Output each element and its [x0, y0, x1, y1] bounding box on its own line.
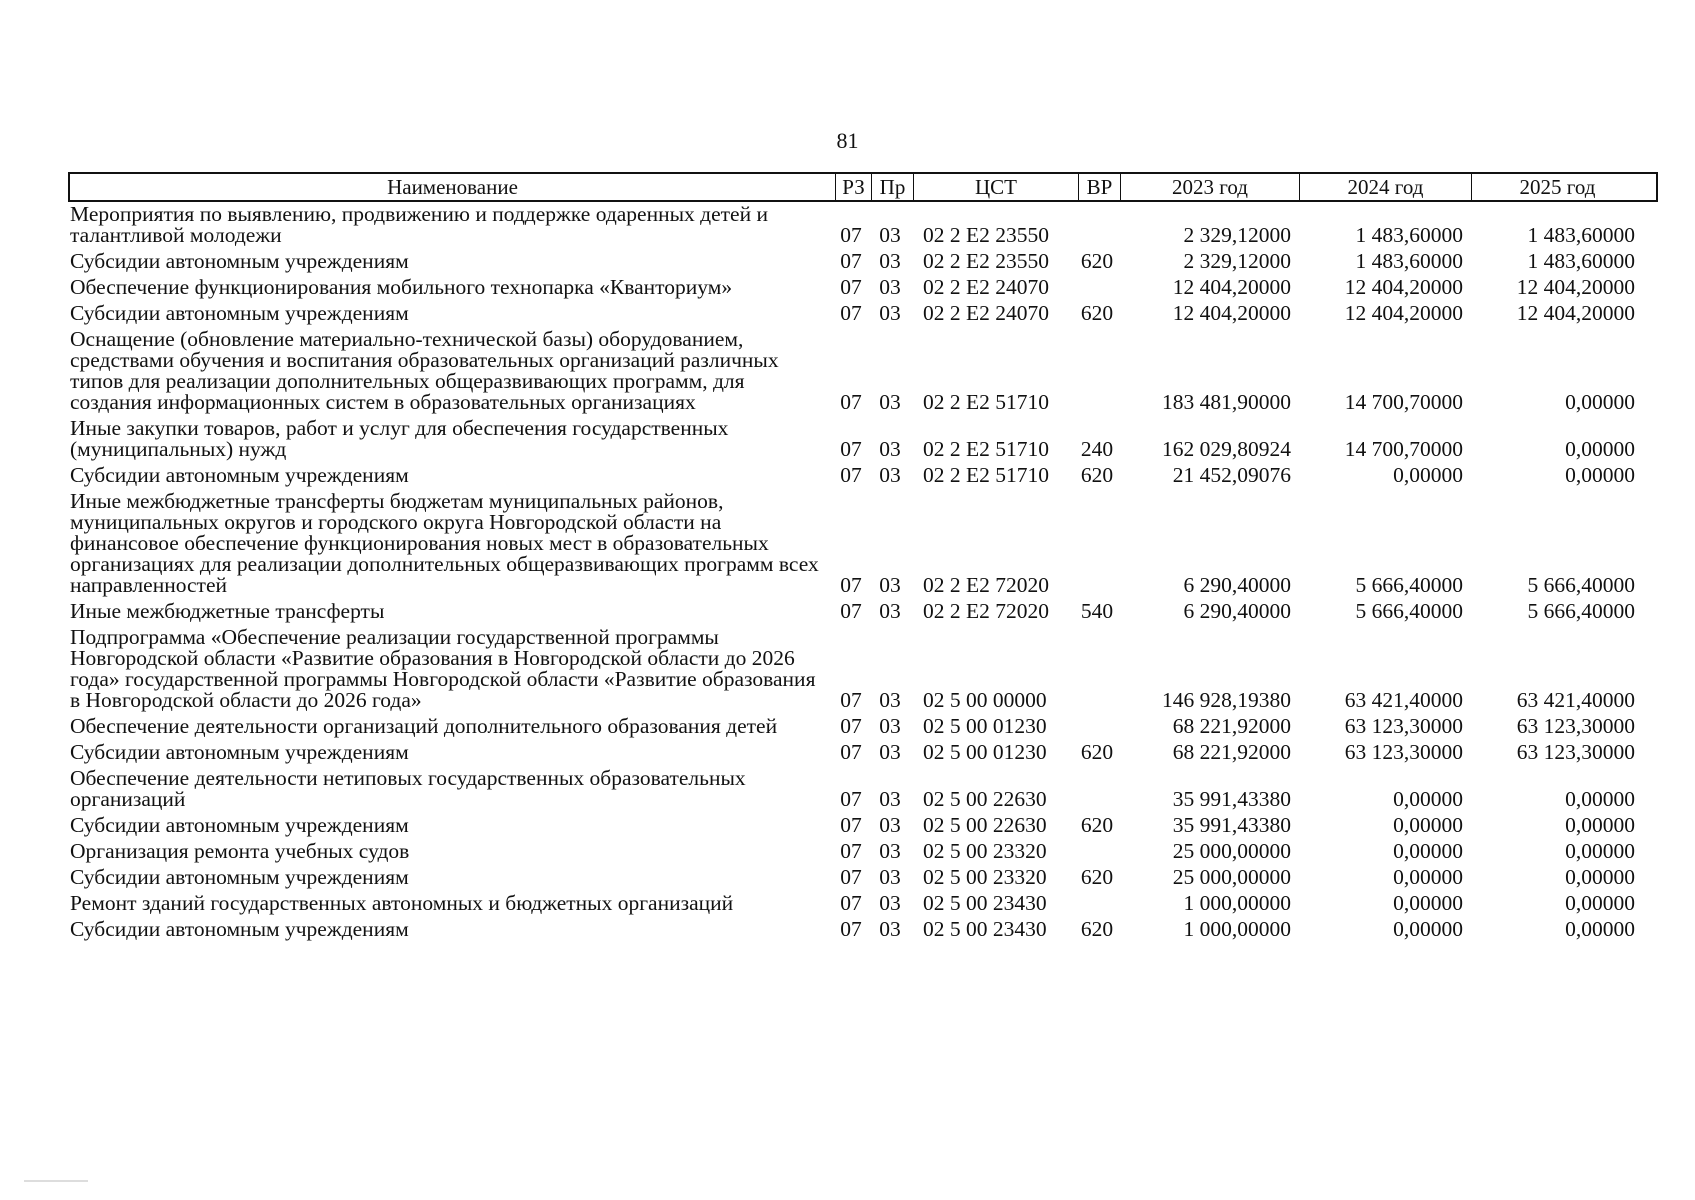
table-row — [68, 815, 1658, 836]
cell-pr: 03 — [879, 714, 901, 738]
header-vr: ВР — [1078, 174, 1120, 200]
cell-cst: 02 5 00 23430 — [923, 917, 1047, 941]
cell-name: Субсидии автономным учреждениям — [70, 865, 409, 889]
cell-name: Оснащение (обновление материально-технической базы) оборудованием, средствами обучения и воспитания образовательных организаций различных типов для реализации дополнительных общеразвивающих программ, для создания информационных систем в образовательных организациях — [70, 327, 779, 414]
cell-vr: 540 — [1080, 599, 1114, 623]
cell-2025: 0,00000 — [1565, 865, 1635, 889]
cell-pr: 03 — [879, 249, 901, 273]
cell-name: Субсидии автономным учреждениям — [70, 301, 409, 325]
cell-pr: 03 — [879, 390, 901, 414]
table-row — [68, 742, 1658, 763]
cell-2025: 1 483,60000 — [1527, 223, 1635, 247]
cell-2024: 12 404,20000 — [1344, 275, 1463, 299]
cell-2024: 0,00000 — [1393, 917, 1463, 941]
table-row — [68, 841, 1658, 862]
scan-mark — [24, 1180, 88, 1182]
cell-name: Субсидии автономным учреждениям — [70, 740, 409, 764]
cell-vr: 620 — [1080, 249, 1114, 273]
cell-name: Обеспечение функционирования мобильного технопарка «Кванториум» — [70, 275, 733, 299]
cell-2025: 1 483,60000 — [1527, 249, 1635, 273]
cell-vr: 620 — [1080, 917, 1114, 941]
cell-cst: 02 2 E2 51710 — [923, 463, 1050, 487]
table-body — [68, 202, 1658, 940]
cell-rz: 07 — [840, 839, 862, 863]
header-2023: 2023 год — [1120, 174, 1299, 200]
header-rz: РЗ — [835, 174, 871, 200]
cell-2025: 12 404,20000 — [1516, 275, 1635, 299]
cell-rz: 07 — [840, 390, 862, 414]
table-header — [68, 172, 1658, 202]
table-row — [68, 491, 1658, 596]
cell-2025: 12 404,20000 — [1516, 301, 1635, 325]
cell-pr: 03 — [879, 223, 901, 247]
cell-2024: 63 123,30000 — [1344, 740, 1463, 764]
cell-2024: 63 421,40000 — [1344, 688, 1463, 712]
cell-2024: 5 666,40000 — [1355, 599, 1463, 623]
table-row — [68, 601, 1658, 622]
cell-2023: 25 000,00000 — [1172, 839, 1291, 863]
cell-cst: 02 5 00 22630 — [923, 813, 1047, 837]
cell-cst: 02 2 E2 23550 — [923, 223, 1050, 247]
cell-2023: 35 991,43380 — [1172, 787, 1291, 811]
cell-name: Мероприятия по выявлению, продвижению и поддержке одаренных детей и талантливой молодежи — [70, 202, 768, 247]
cell-2025: 0,00000 — [1565, 839, 1635, 863]
table-row — [68, 329, 1658, 413]
cell-pr: 03 — [879, 437, 901, 461]
table-row — [68, 768, 1658, 810]
cell-2023: 25 000,00000 — [1172, 865, 1291, 889]
cell-2023: 2 329,12000 — [1183, 223, 1291, 247]
cell-2023: 183 481,90000 — [1162, 390, 1291, 414]
cell-pr: 03 — [879, 787, 901, 811]
cell-pr: 03 — [879, 891, 901, 915]
cell-vr: 620 — [1080, 813, 1114, 837]
cell-cst: 02 5 00 23320 — [923, 865, 1047, 889]
cell-2023: 12 404,20000 — [1172, 275, 1291, 299]
cell-2025: 5 666,40000 — [1527, 573, 1635, 597]
cell-pr: 03 — [879, 839, 901, 863]
cell-vr: 620 — [1080, 740, 1114, 764]
cell-2025: 63 123,30000 — [1516, 740, 1635, 764]
cell-rz: 07 — [840, 437, 862, 461]
cell-cst: 02 5 00 22630 — [923, 787, 1047, 811]
cell-2023: 1 000,00000 — [1183, 917, 1291, 941]
cell-pr: 03 — [879, 865, 901, 889]
cell-cst: 02 5 00 01230 — [923, 714, 1047, 738]
cell-pr: 03 — [879, 463, 901, 487]
table-row — [68, 303, 1658, 324]
cell-name: Обеспечение деятельности организаций дополнительного образования детей — [70, 714, 778, 738]
cell-cst: 02 2 E2 72020 — [923, 599, 1050, 623]
cell-vr: 240 — [1080, 437, 1114, 461]
cell-2024: 0,00000 — [1393, 839, 1463, 863]
cell-2023: 146 928,19380 — [1162, 688, 1291, 712]
cell-pr: 03 — [879, 301, 901, 325]
cell-cst: 02 5 00 23430 — [923, 891, 1047, 915]
cell-rz: 07 — [840, 865, 862, 889]
cell-rz: 07 — [840, 688, 862, 712]
cell-cst: 02 2 E2 51710 — [923, 390, 1050, 414]
page-number: 81 — [836, 128, 859, 153]
cell-2025: 0,00000 — [1565, 917, 1635, 941]
cell-pr: 03 — [879, 688, 901, 712]
cell-2024: 0,00000 — [1393, 787, 1463, 811]
cell-2025: 5 666,40000 — [1527, 599, 1635, 623]
header-name: Наименование — [387, 174, 518, 199]
cell-name: Ремонт зданий государственных автономных и бюджетных организаций — [70, 891, 734, 915]
cell-2024: 63 123,30000 — [1344, 714, 1463, 738]
cell-2024: 14 700,70000 — [1344, 390, 1463, 414]
cell-vr: 620 — [1080, 301, 1114, 325]
cell-cst: 02 5 00 01230 — [923, 740, 1047, 764]
cell-2025: 0,00000 — [1565, 891, 1635, 915]
cell-2024: 1 483,60000 — [1355, 223, 1463, 247]
cell-2024: 0,00000 — [1393, 891, 1463, 915]
cell-2025: 63 421,40000 — [1516, 688, 1635, 712]
table-row — [68, 627, 1658, 711]
header-pr: Пр — [871, 174, 913, 200]
cell-2024: 0,00000 — [1393, 865, 1463, 889]
header-2024: 2024 год — [1299, 174, 1471, 200]
table-row — [68, 716, 1658, 737]
cell-rz: 07 — [840, 891, 862, 915]
cell-2023: 12 404,20000 — [1172, 301, 1291, 325]
table-row — [68, 277, 1658, 298]
cell-cst: 02 2 E2 51710 — [923, 437, 1050, 461]
table-row — [68, 867, 1658, 888]
cell-2023: 6 290,40000 — [1183, 573, 1291, 597]
cell-2025: 0,00000 — [1565, 813, 1635, 837]
cell-rz: 07 — [840, 714, 862, 738]
cell-name: Иные закупки товаров, работ и услуг для обеспечения государственных (муниципальных) нужд — [70, 416, 729, 461]
cell-2025: 0,00000 — [1565, 463, 1635, 487]
cell-pr: 03 — [879, 813, 901, 837]
cell-2023: 162 029,80924 — [1162, 437, 1291, 461]
cell-rz: 07 — [840, 223, 862, 247]
cell-pr: 03 — [879, 599, 901, 623]
cell-name: Субсидии автономным учреждениям — [70, 249, 409, 273]
cell-cst: 02 5 00 23320 — [923, 839, 1047, 863]
cell-name: Организация ремонта учебных судов — [70, 839, 410, 863]
budget-table — [68, 172, 1658, 945]
cell-2024: 12 404,20000 — [1344, 301, 1463, 325]
cell-2024: 14 700,70000 — [1344, 437, 1463, 461]
cell-rz: 07 — [840, 463, 862, 487]
cell-2024: 5 666,40000 — [1355, 573, 1463, 597]
cell-name: Субсидии автономным учреждениям — [70, 813, 409, 837]
cell-cst: 02 5 00 00000 — [923, 688, 1047, 712]
cell-2024: 1 483,60000 — [1355, 249, 1463, 273]
cell-2023: 2 329,12000 — [1183, 249, 1291, 273]
header-cst: ЦСТ — [913, 174, 1078, 200]
cell-pr: 03 — [879, 573, 901, 597]
cell-rz: 07 — [840, 301, 862, 325]
cell-2025: 0,00000 — [1565, 787, 1635, 811]
cell-rz: 07 — [840, 599, 862, 623]
cell-2023: 21 452,09076 — [1172, 463, 1291, 487]
table-row — [68, 465, 1658, 486]
cell-cst: 02 2 E2 24070 — [923, 275, 1050, 299]
cell-2023: 1 000,00000 — [1183, 891, 1291, 915]
cell-vr: 620 — [1080, 463, 1114, 487]
cell-2023: 35 991,43380 — [1172, 813, 1291, 837]
cell-cst: 02 2 E2 23550 — [923, 249, 1050, 273]
cell-2023: 6 290,40000 — [1183, 599, 1291, 623]
cell-2025: 0,00000 — [1565, 390, 1635, 414]
cell-2024: 0,00000 — [1393, 463, 1463, 487]
cell-cst: 02 2 E2 24070 — [923, 301, 1050, 325]
table-row — [68, 893, 1658, 914]
cell-name: Обеспечение деятельности нетиповых государственных образовательных организаций — [70, 766, 746, 811]
cell-name: Иные межбюджетные трансферты — [70, 599, 385, 623]
cell-pr: 03 — [879, 917, 901, 941]
cell-2025: 63 123,30000 — [1516, 714, 1635, 738]
table-row — [68, 418, 1658, 460]
cell-name: Иные межбюджетные трансферты бюджетам муниципальных районов, муниципальных округов и городского округа Новгородской области на финансовое обеспечение функционирования новых мест в образовательных организациях для реализации дополнительных общеразвивающих программ всех направленностей — [70, 489, 819, 597]
cell-cst: 02 2 E2 72020 — [923, 573, 1050, 597]
cell-rz: 07 — [840, 249, 862, 273]
cell-rz: 07 — [840, 813, 862, 837]
cell-rz: 07 — [840, 917, 862, 941]
cell-pr: 03 — [879, 740, 901, 764]
cell-vr: 620 — [1080, 865, 1114, 889]
cell-2023: 68 221,92000 — [1172, 740, 1291, 764]
cell-name: Субсидии автономным учреждениям — [70, 463, 409, 487]
cell-2023: 68 221,92000 — [1172, 714, 1291, 738]
cell-rz: 07 — [840, 787, 862, 811]
cell-2024: 0,00000 — [1393, 813, 1463, 837]
cell-pr: 03 — [879, 275, 901, 299]
cell-rz: 07 — [840, 573, 862, 597]
header-2025: 2025 год — [1471, 174, 1643, 200]
cell-rz: 07 — [840, 740, 862, 764]
cell-name: Подпрограмма «Обеспечение реализации государственной программы Новгородской области «Развитие образования в Новгородской области до 2026 года» государственной программы Новгородской области «Развитие образования в Новгородской области до 2026 года» — [70, 625, 816, 712]
cell-rz: 07 — [840, 275, 862, 299]
cell-name: Субсидии автономным учреждениям — [70, 917, 409, 941]
table-row — [68, 204, 1658, 246]
cell-2025: 0,00000 — [1565, 437, 1635, 461]
table-row — [68, 919, 1658, 940]
table-row — [68, 251, 1658, 272]
